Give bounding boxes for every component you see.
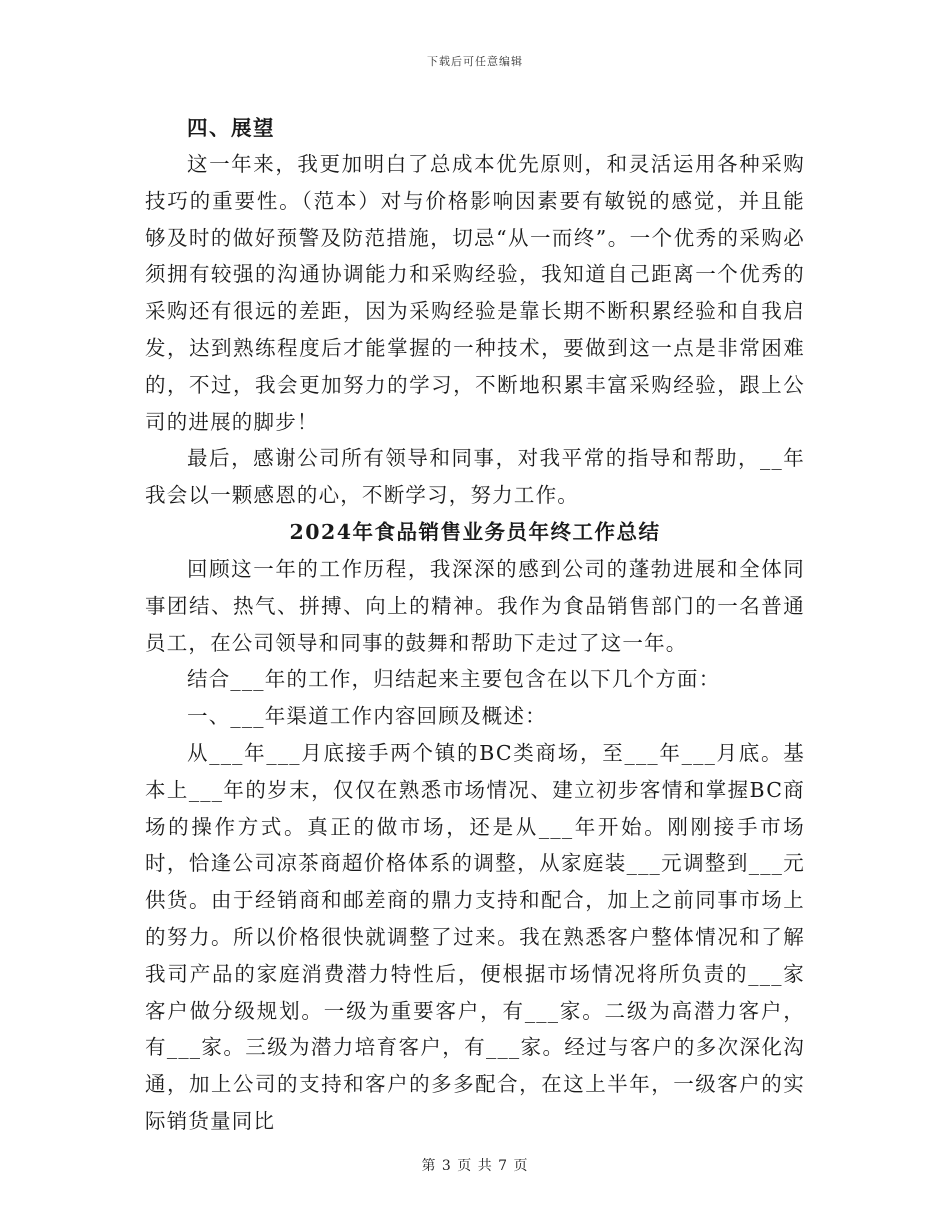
paragraph: 一、___年渠道工作内容回顾及概述： [187, 704, 547, 729]
page-number: 第 3 页 共 7 页 [421, 1158, 529, 1174]
paragraph: 回顾这一年的工作历程，我深深的感到公司的蓬勃进展和全体同事团结、热气、拼搏、向上的精神。我作为食品销售部门的一名普通员工，在公司领导和同事的鼓舞和帮助下走过了这一年。 [145, 556, 805, 655]
paragraph: 最后，感谢公司所有领导和同事，对我平常的指导和帮助，__年我会以一颗感恩的心，不断学习，努力工作。 [145, 446, 805, 508]
document-title: 2024年食品销售业务员年终工作总结 [289, 519, 661, 544]
paragraph: 这一年来，我更加明白了总成本优先原则，和灵活运用各种采购技巧的重要性。（范本）对与价格影响因素要有敏锐的感觉，并且能够及时的做好预警及防范措施，切忌“从一而终”。一个优秀的采购必须拥有较强的沟通协调能力和采购经验，我知道自己距离一个优秀的采购还有很远的差距，因为采购经验是靠长期不断积累经验和自我启发，达到熟练程度后才能掌握的一种技术，要做到这一点是非常困难的，不过，我会更加努力的学习，不断地积累丰富采购经验，跟上公司的进展的脚步！ [145, 152, 805, 434]
paragraph: 结合___年的工作，归结起来主要包含在以下几个方面： [187, 667, 721, 692]
page-header-note: 下载后可任意编辑 [427, 55, 523, 68]
document-body [145, 110, 805, 1140]
section-heading: 四、展望 [187, 116, 275, 140]
paragraph: 从___年___月底接手两个镇的BC类商场，至___年___月底。基本上___年的岁末，仅仅在熟悉市场情况、建立初步客情和掌握BC商场的操作方式。真正的做市场，还是从___年开始。刚刚接手市场时，恰逢公司凉茶商超价格体系的调整，从家庭装___元调整到___元供货。由于经销商和邮差商的鼎力支持和配合，加上之前同事市场上的努力。所以价格很快就调整了过来。我在熟悉客户整体情况和了解我司产品的家庭消费潜力特性后，便根据市场情况将所负责的___家客户做分级规划。一级为重要客户，有___家。二级为高潜力客户，有___家。三级为潜力培育客户，有___家。经过与客户的多次深化沟通，加上公司的支持和客户的多多配合，在这上半年，一级客户的实际销货量同比 [145, 740, 805, 1133]
